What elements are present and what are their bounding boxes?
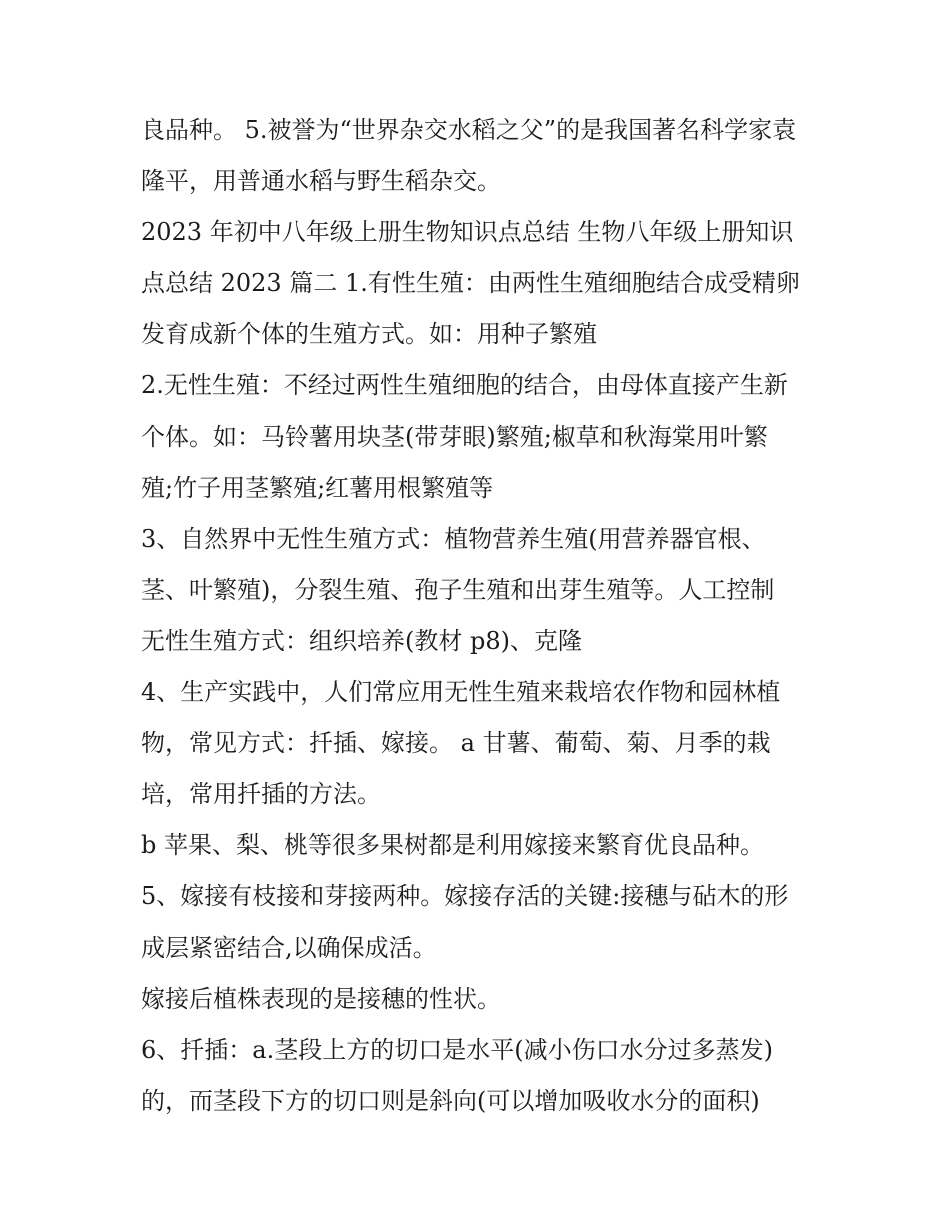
text-line: 点总结 2023 篇二 1.有性生殖：由两性生殖细胞结合成受精卵: [141, 269, 800, 298]
text-line: 6、扦插：a.茎段上方的切口是水平(减小伤口水分过多蒸发): [141, 1035, 773, 1064]
text-line: 2.无性生殖：不经过两性生殖细胞的结合，由母体直接产生新: [141, 371, 788, 400]
text-line: 2023 年初中八年级上册生物知识点总结 生物八年级上册知识: [141, 218, 794, 247]
document-body: [141, 105, 821, 1127]
text-line: 成层紧密结合,以确保成活。: [141, 933, 437, 962]
text-line: 4、生产实践中，人们常应用无性生殖来栽培农作物和园林植: [141, 678, 781, 707]
text-line: 3、自然界中无性生殖方式：植物营养生殖(用营养器官根、: [141, 524, 766, 553]
text-line: 隆平，用普通水稻与野生稻杂交。: [141, 167, 501, 196]
text-line: 无性生殖方式：组织培养(教材 p8)、克隆: [141, 626, 582, 655]
text-line: 物，常见方式：扦插、嫁接。 a 甘薯、葡萄、菊、月季的栽: [141, 729, 771, 758]
text-line: 培，常用扦插的方法。: [141, 780, 381, 809]
text-line: 殖;竹子用茎繁殖;红薯用根繁殖等: [141, 473, 494, 502]
text-line: 良品种。 5.被誉为“世界杂交水稻之父”的是我国著名科学家袁: [141, 116, 797, 144]
text-line: 的，而茎段下方的切口则是斜向(可以增加吸收水分的面积): [141, 1086, 760, 1115]
text-line: 茎、叶繁殖)，分裂生殖、孢子生殖和出芽生殖等。人工控制: [141, 575, 775, 604]
text-line: 嫁接后植株表现的是接穗的性状。: [141, 984, 501, 1013]
text-line: b 苹果、梨、桃等很多果树都是利用嫁接来繁育优良品种。: [141, 831, 764, 860]
text-line: 5、嫁接有枝接和芽接两种。嫁接存活的关键:接穗与砧木的形: [141, 882, 789, 911]
text-line: 个体。如：马铃薯用块茎(带芽眼)繁殖;椒草和秋海棠用叶繁: [141, 422, 768, 451]
text-line: 发育成新个体的生殖方式。如：用种子繁殖: [141, 320, 597, 349]
